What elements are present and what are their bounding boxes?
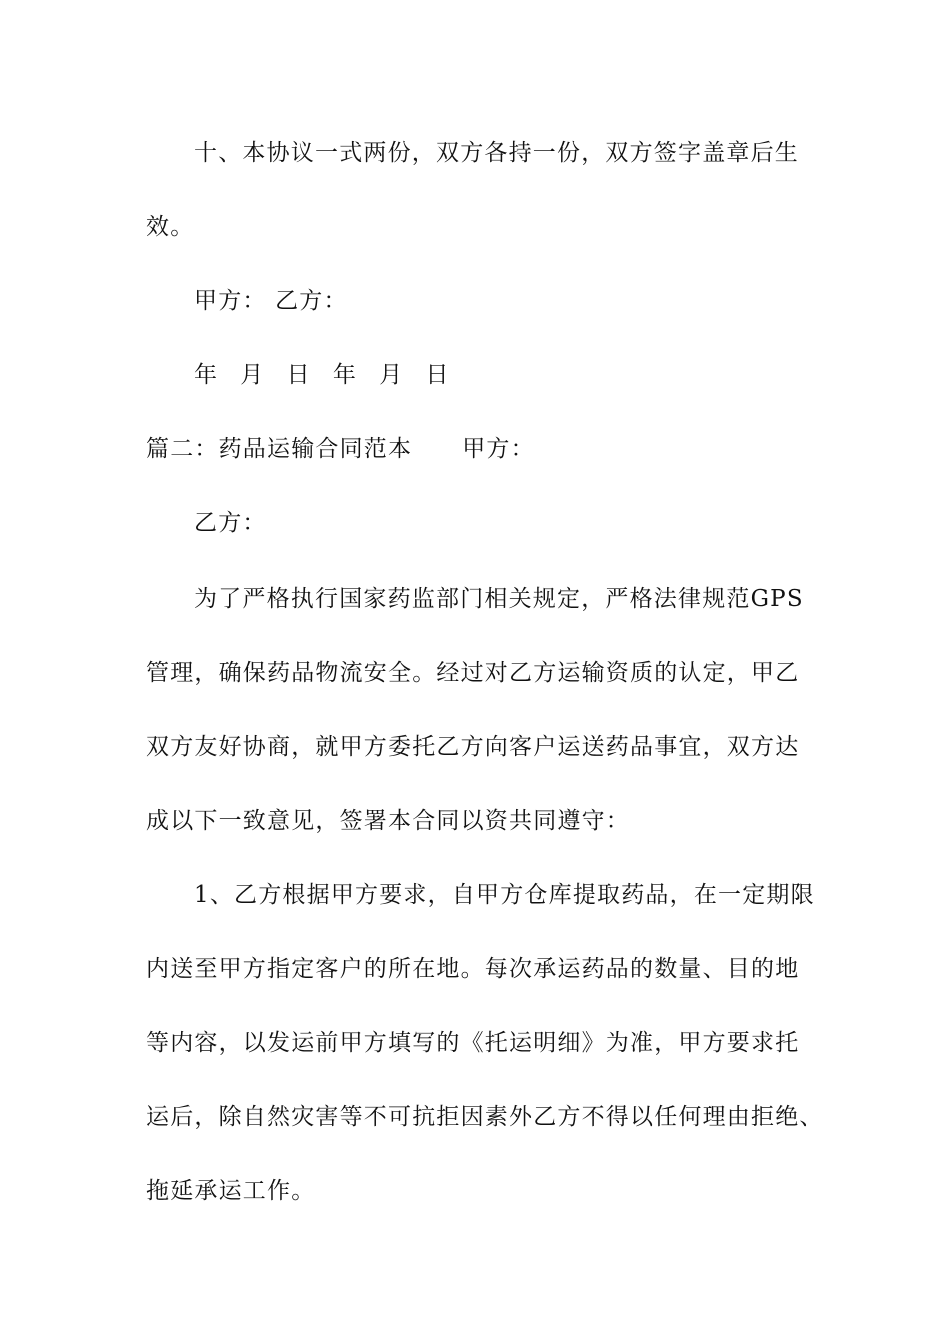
clause-line: 1、乙方根据甲方要求，自甲方仓库提取药品，在一定期限 — [194, 882, 815, 908]
signature-parties: 甲方： 乙方： — [194, 288, 348, 314]
signature-date: 年 月 日 年 月 日 — [194, 362, 457, 388]
section-title: 篇二：药品运输合同范本 — [146, 436, 413, 462]
paragraph-line: 十、本协议一式两份，双方各持一份，双方签字盖章后生 — [194, 140, 799, 166]
clause-line: 等内容，以发运前甲方填写的《托运明细》为准，甲方要求托 — [146, 1030, 800, 1056]
party-b-label: 乙方： — [194, 510, 267, 536]
paragraph-line: 为了严格执行国家药监部门相关规定，严格法律规范GPS — [194, 586, 804, 612]
paragraph-line: 效。 — [146, 214, 195, 240]
paragraph-line: 成以下一致意见，签署本合同以资共同遵守： — [146, 808, 630, 834]
section-heading — [146, 434, 846, 464]
clause-line: 运后，除自然灾害等不可抗拒因素外乙方不得以任何理由拒绝、 — [146, 1104, 824, 1130]
paragraph-line: 管理，确保药品物流安全。经过对乙方运输资质的认定，甲乙 — [146, 660, 800, 686]
clause-line: 拖延承运工作。 — [146, 1178, 316, 1204]
clause-line: 内送至甲方指定客户的所在地。每次承运药品的数量、目的地 — [146, 956, 800, 982]
section-party: 甲方： — [462, 436, 535, 462]
paragraph-line: 双方友好协商，就甲方委托乙方向客户运送药品事宜，双方达 — [146, 734, 800, 760]
